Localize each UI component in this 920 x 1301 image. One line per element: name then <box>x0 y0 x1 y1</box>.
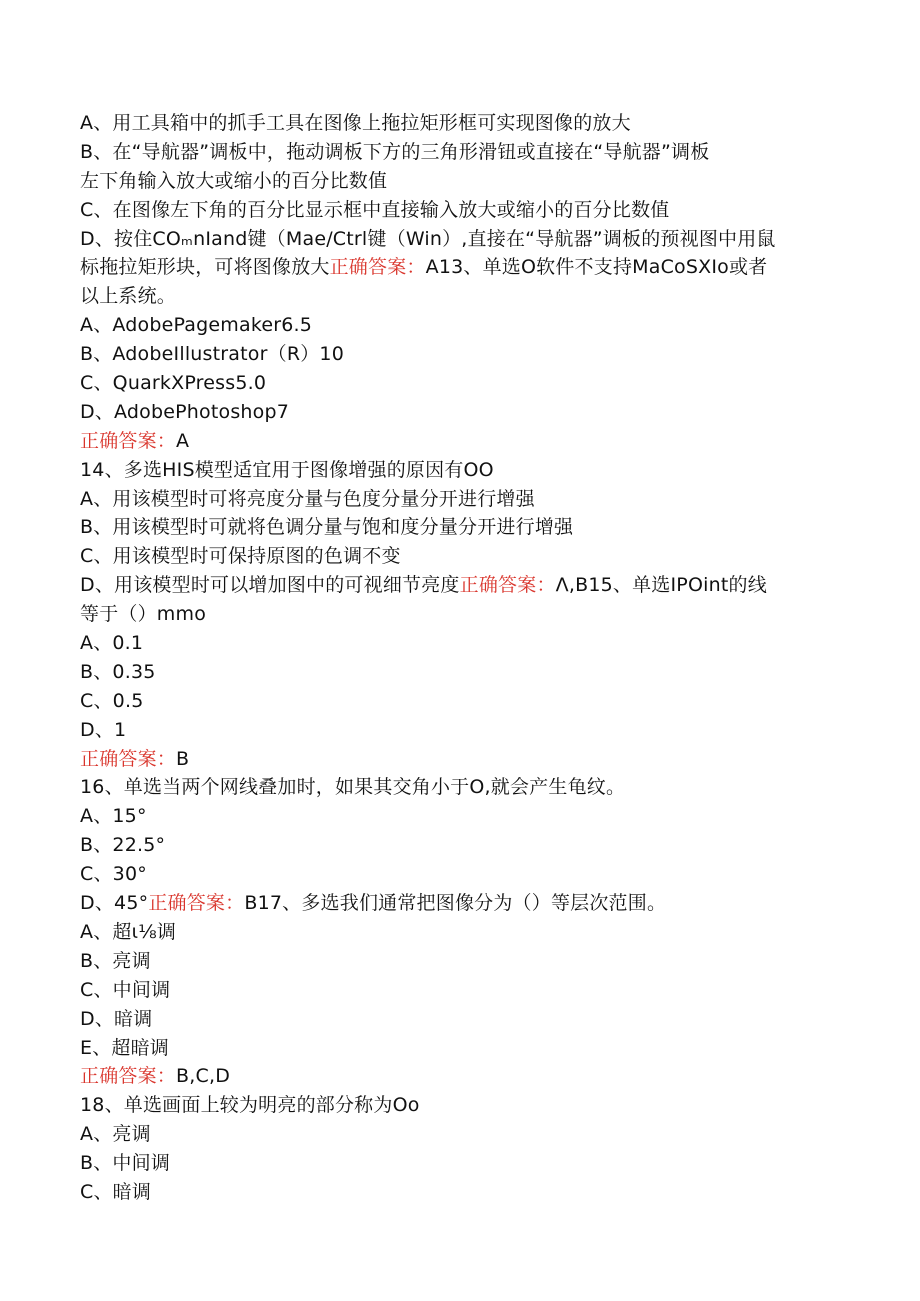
text-line <box>80 542 840 571</box>
text-line <box>80 167 840 196</box>
line-text: C、用该模型时可保持原图的色调不变 <box>80 545 401 568</box>
text-line <box>80 571 840 600</box>
line-text: C、在图像左下角的百分比显示框中直接输入放大或缩小的百分比数值 <box>80 198 670 221</box>
line-text: D、1 <box>80 718 127 741</box>
text-line <box>80 1005 840 1034</box>
text-line <box>80 1062 840 1091</box>
line-text: 以上系统。 <box>80 285 177 308</box>
text-line <box>80 225 840 254</box>
text-line <box>80 1091 840 1120</box>
text-line <box>80 687 840 716</box>
text-line <box>80 745 840 774</box>
text-line <box>80 456 840 485</box>
correct-answer-label: 正确答案： <box>80 1065 177 1088</box>
line-text: A、0.1 <box>80 632 144 655</box>
text-line <box>80 773 840 802</box>
correct-answer-label: 正确答案： <box>329 256 426 279</box>
line-text: 左下角输入放大或缩小的百分比数值 <box>80 169 388 192</box>
line-text: B、中间调 <box>80 1152 171 1175</box>
line-text: D、用该模型时可以增加图中的可视细节亮度 <box>80 574 460 597</box>
text-line <box>80 282 840 311</box>
correct-answer-label: 正确答案： <box>80 747 177 770</box>
line-text: E、超暗调 <box>80 1036 170 1059</box>
text-line <box>80 716 840 745</box>
line-text: C、QuarkXPress5.0 <box>80 372 267 395</box>
line-text: B、在“导航器”调板中，拖动调板下方的三角形滑钮或直接在“导航器”调板 <box>80 140 710 163</box>
text-line <box>80 860 840 889</box>
text-line <box>80 831 840 860</box>
correct-answer-value: A <box>176 429 190 452</box>
text-line <box>80 600 840 629</box>
text-line <box>80 1178 840 1207</box>
line-text: 16、单选当两个网线叠加时，如果其交角小于O,就会产生龟纹。 <box>80 776 626 799</box>
line-text: B、0.35 <box>80 660 156 683</box>
text-line <box>80 1149 840 1178</box>
correct-answer-value: A13、单选O软件不支持MaCoSXIo或者 <box>425 256 768 279</box>
line-text: D、按住COₘnIand键（Mae/Ctrl键（Win）,直接在“导航器”调板的预视图中用鼠 <box>80 227 776 250</box>
text-line <box>80 109 840 138</box>
text-line <box>80 369 840 398</box>
correct-answer-label: 正确答案： <box>148 892 245 915</box>
text-line <box>80 196 840 225</box>
text-line <box>80 976 840 1005</box>
text-line <box>80 513 840 542</box>
correct-answer-value: B17、多选我们通常把图像分为（）等层次范围。 <box>244 892 667 915</box>
correct-answer-label: 正确答案： <box>459 574 556 597</box>
correct-answer-label: 正确答案： <box>80 429 177 452</box>
line-text: B、用该模型时可就将色调分量与饱和度分量分开进行增强 <box>80 516 574 539</box>
line-text: D、45° <box>80 892 149 915</box>
correct-answer-value: Λ,B15、单选IPOint的线 <box>555 574 767 597</box>
text-line <box>80 629 840 658</box>
correct-answer-value: B <box>176 747 190 770</box>
line-text: C、0.5 <box>80 689 144 712</box>
text-line <box>80 918 840 947</box>
text-line <box>80 427 840 456</box>
text-line <box>80 311 840 340</box>
text-line <box>80 658 840 687</box>
line-text: C、中间调 <box>80 978 171 1001</box>
text-line <box>80 802 840 831</box>
text-line <box>80 340 840 369</box>
line-text: 标拖拉矩形块，可将图像放大 <box>80 256 330 279</box>
text-line <box>80 889 840 918</box>
text-line <box>80 398 840 427</box>
text-line <box>80 1034 840 1063</box>
line-text: A、用工具箱中的抓手工具在图像上拖拉矩形框可实现图像的放大 <box>80 112 631 134</box>
line-text: A、AdobePagemaker6.5 <box>80 314 313 337</box>
line-text: A、15° <box>80 805 147 828</box>
line-text: D、暗调 <box>80 1007 153 1030</box>
text-line <box>80 485 840 514</box>
line-text: 18、单选画面上较为明亮的部分称为Oo <box>80 1094 420 1117</box>
line-text: C、30° <box>80 863 147 886</box>
line-text: 等于（）mmo <box>80 603 207 626</box>
line-text: A、亮调 <box>80 1123 151 1146</box>
line-text: C、暗调 <box>80 1180 152 1203</box>
text-line <box>80 1120 840 1149</box>
text-line <box>80 138 840 167</box>
text-line <box>80 253 840 282</box>
line-text: D、AdobePhotoshop7 <box>80 400 290 423</box>
question-list <box>80 109 840 1207</box>
line-text: 14、多选HIS模型适宜用于图像增强的原因有OO <box>80 458 494 481</box>
correct-answer-value: B,C,D <box>176 1065 231 1088</box>
line-text: A、超ι⅛调 <box>80 920 177 943</box>
line-text: B、AdobeIllustrator（R）10 <box>80 343 345 366</box>
line-text: B、22.5° <box>80 834 166 857</box>
text-line <box>80 947 840 976</box>
line-text: A、用该模型时可将亮度分量与色度分量分开进行增强 <box>80 487 535 510</box>
line-text: B、亮调 <box>80 949 151 972</box>
